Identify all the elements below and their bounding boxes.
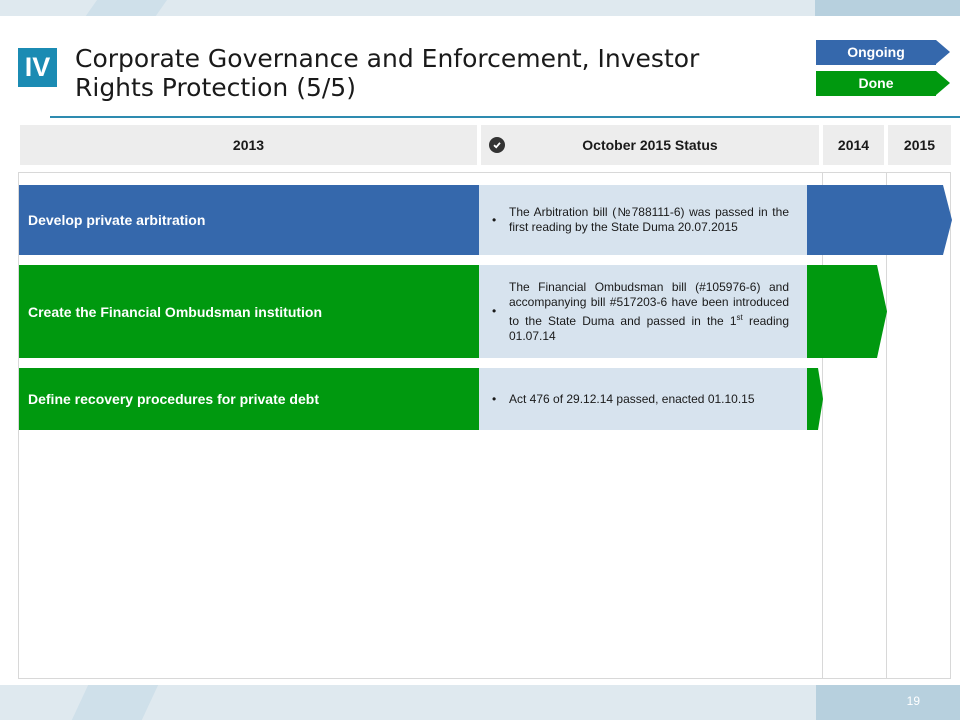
row-label: Define recovery procedures for private debt — [19, 368, 479, 430]
page-title: Corporate Governance and Enforcement, Investor Rights Protection (5/5) — [75, 44, 700, 102]
page-number: 19 — [906, 694, 920, 708]
legend-ongoing: Ongoing — [816, 40, 936, 65]
legend-done: Done — [816, 71, 936, 96]
check-circle-icon — [489, 137, 505, 153]
column-header-2015: 2015 — [888, 125, 951, 165]
band-shape — [76, 0, 174, 16]
column-header-2013: 2013 — [20, 125, 477, 165]
row-status-text: The Arbitration bill (№788111-6) was passed in the first reading by the State Duma 20.07.2015 — [509, 205, 789, 234]
bullet: • — [492, 212, 497, 227]
band-shape — [816, 685, 960, 720]
title-divider — [50, 116, 960, 118]
row-label: Create the Financial Ombudsman institution — [19, 265, 479, 358]
row-status-text: The Financial Ombudsman bill (#105976-6) and accompanying bill #517203-6 have been introduced to the State Duma and passed in the 1st reading 01.07.14 — [509, 279, 789, 343]
bullet: • — [492, 391, 497, 406]
row-status — [479, 185, 807, 255]
column-header-status-label: October 2015 Status — [582, 137, 718, 153]
timeline-arrow-ongoing — [807, 185, 952, 255]
band-shape — [72, 685, 158, 720]
row-status — [479, 368, 807, 430]
row-status-text: Act 476 of 29.12.14 passed, enacted 01.10.15 — [509, 391, 755, 406]
section-badge: IV — [18, 48, 57, 87]
top-decorative-band — [0, 0, 960, 16]
bottom-decorative-band — [0, 685, 960, 720]
timeline-arrow-done — [807, 265, 887, 358]
timeline-arrow-done — [807, 368, 823, 430]
column-header-2014: 2014 — [823, 125, 884, 165]
column-header-status — [481, 125, 819, 165]
row-label: Develop private arbitration — [19, 185, 479, 255]
row-status — [479, 265, 807, 358]
band-shape — [815, 0, 960, 16]
bullet: • — [492, 304, 497, 318]
